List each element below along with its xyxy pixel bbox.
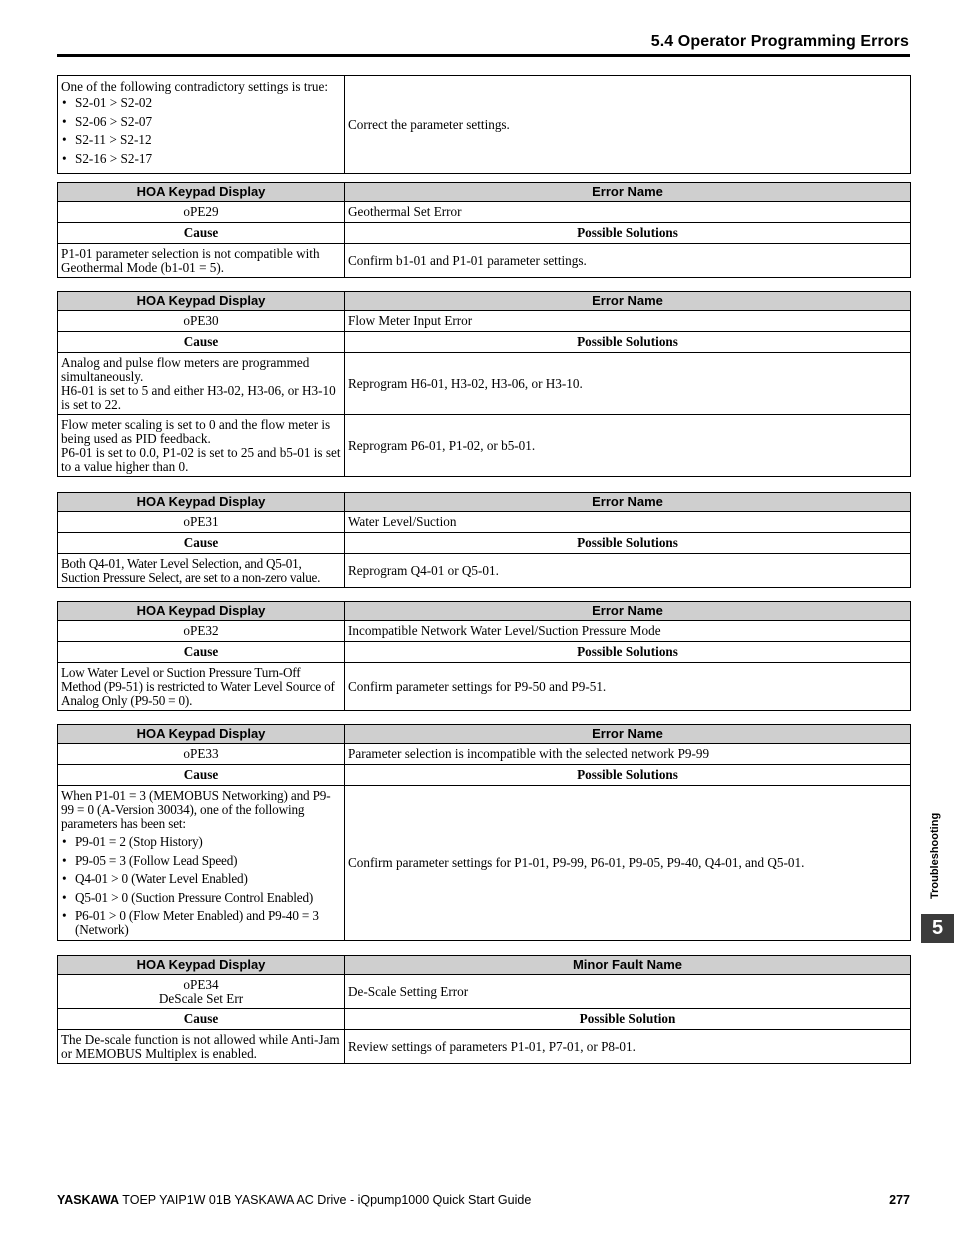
error-table-ope31 (57, 492, 911, 588)
solution-cell: Reprogram P6-01, P1-02, or b5-01. (345, 415, 911, 477)
error-code-cell (58, 975, 345, 1009)
cause-text: Analog and pulse flow meters are programmed simultaneously. (61, 354, 310, 384)
cause-intro: One of the following contradictory settings is true: (61, 79, 328, 94)
solution-cell: Reprogram H6-01, H3-02, H3-06, or H3-10. (345, 353, 911, 415)
table-row (58, 244, 911, 278)
error-name: Geothermal Set Error (345, 202, 911, 223)
table-header-row (58, 725, 911, 744)
list-item: • P6-01 > 0 (Flow Meter Enabled) and P9-40 = 3 (Network) (61, 909, 341, 937)
error-name: Flow Meter Input Error (345, 311, 911, 332)
table-subheader-row (58, 1009, 911, 1030)
table-row (58, 786, 911, 941)
cause-cell: P1-01 parameter selection is not compatible with Geothermal Mode (b1-01 = 5). (58, 244, 345, 278)
cause-cell: Both Q4-01, Water Level Selection, and Q5-01, Suction Pressure Select, are set to a non-zero value. (58, 554, 345, 588)
footer-brand: YASKAWA (57, 1193, 120, 1207)
header-solution: Possible Solutions (345, 332, 911, 353)
error-code: oPE34 (183, 976, 219, 992)
error-code: oPE31 (58, 512, 345, 533)
table-subheader-row (58, 765, 911, 786)
header-cause: Cause (58, 223, 345, 244)
error-table-continued (57, 75, 911, 174)
cause-list (61, 835, 341, 937)
header-solution: Possible Solution (345, 1009, 911, 1030)
header-display: HOA Keypad Display (58, 956, 345, 975)
list-item: • Q4-01 > 0 (Water Level Enabled) (61, 872, 341, 886)
header-cause: Cause (58, 332, 345, 353)
table-row (58, 76, 911, 174)
error-table-ope29 (57, 182, 911, 278)
header-name: Error Name (345, 725, 911, 744)
list-item: • Q5-01 > 0 (Suction Pressure Control Enabled) (61, 891, 341, 905)
header-name: Error Name (345, 183, 911, 202)
error-code: oPE33 (58, 744, 345, 765)
error-table-ope33 (57, 724, 911, 941)
cause-cell: Low Water Level or Suction Pressure Turn-Off Method (P9-51) is restricted to Water Level Source of Analog Only (P9-50 = 0). (58, 663, 345, 711)
header-solution: Possible Solutions (345, 223, 911, 244)
header-display: HOA Keypad Display (58, 292, 345, 311)
cause-cell (58, 353, 345, 415)
error-table-ope32 (57, 601, 911, 711)
header-display: HOA Keypad Display (58, 725, 345, 744)
error-name: Parameter selection is incompatible with the selected network P9-99 (345, 744, 911, 765)
solution-cell: Review settings of parameters P1-01, P7-01, or P8-01. (345, 1030, 911, 1064)
cause-text: Flow meter scaling is set to 0 and the flow meter is being used as PID feedback. (61, 416, 331, 446)
page-footer (57, 1193, 910, 1207)
table-row (58, 353, 911, 415)
header-name: Minor Fault Name (345, 956, 911, 975)
page-number: 277 (889, 1193, 910, 1207)
table-header-row (58, 183, 911, 202)
chapter-side-label: Troubleshooting (929, 812, 941, 899)
error-name: Water Level/Suction (345, 512, 911, 533)
table-subheader-row (58, 642, 911, 663)
list-item: • S2-16 > S2-17 (61, 152, 341, 166)
header-cause: Cause (58, 765, 345, 786)
header-name: Error Name (345, 493, 911, 512)
table-row (58, 415, 911, 477)
solution-cell: Correct the parameter settings. (345, 76, 911, 174)
error-table-ope34 (57, 955, 911, 1064)
header-display: HOA Keypad Display (58, 183, 345, 202)
table-header-row (58, 292, 911, 311)
header-cause: Cause (58, 1009, 345, 1030)
table-subheader-row (58, 533, 911, 554)
table-header-row (58, 956, 911, 975)
table-header-row (58, 602, 911, 621)
list-item: • S2-11 > S2-12 (61, 133, 341, 147)
chapter-tab: 5 (921, 914, 954, 943)
table-row (58, 1030, 911, 1064)
error-code: oPE29 (58, 202, 345, 223)
cause-intro: When P1-01 = 3 (MEMOBUS Networking) and P9-99 = 0 (A-Version 30034), one of the following parameters has been set: (61, 788, 331, 831)
table-row (58, 621, 911, 642)
header-solution: Possible Solutions (345, 642, 911, 663)
list-item: • P9-01 = 2 (Stop History) (61, 835, 341, 849)
table-row (58, 512, 911, 533)
cause-cell (58, 76, 345, 174)
list-item: • S2-01 > S2-02 (61, 96, 341, 110)
footer-text: TOEP YAIP1W 01B YASKAWA AC Drive - iQpump1000 Quick Start Guide (119, 1193, 532, 1207)
table-header-row (58, 493, 911, 512)
table-row (58, 202, 911, 223)
cause-list (61, 96, 341, 166)
header-cause: Cause (58, 533, 345, 554)
error-table-ope30 (57, 291, 911, 477)
cause-cell (58, 786, 345, 941)
table-row (58, 554, 911, 588)
header-solution: Possible Solutions (345, 533, 911, 554)
error-code: oPE32 (58, 621, 345, 642)
solution-cell: Confirm parameter settings for P1-01, P9-99, P6-01, P9-05, P9-40, Q4-01, and Q5-01. (345, 786, 911, 941)
cause-cell: The De-scale function is not allowed while Anti-Jam or MEMOBUS Multiplex is enabled. (58, 1030, 345, 1064)
header-rule (57, 54, 910, 57)
header-cause: Cause (58, 642, 345, 663)
header-name: Error Name (345, 602, 911, 621)
list-item: • S2-06 > S2-07 (61, 115, 341, 129)
table-row (58, 663, 911, 711)
header-display: HOA Keypad Display (58, 602, 345, 621)
list-item: • P9-05 = 3 (Follow Lead Speed) (61, 854, 341, 868)
header-solution: Possible Solutions (345, 765, 911, 786)
table-row (58, 744, 911, 765)
error-code: oPE30 (58, 311, 345, 332)
solution-cell: Reprogram Q4-01 or Q5-01. (345, 554, 911, 588)
table-subheader-row (58, 332, 911, 353)
solution-cell: Confirm parameter settings for P9-50 and P9-51. (345, 663, 911, 711)
cause-text: P6-01 is set to 0.0, P1-02 is set to 25 and b5-01 is set to a value higher than 0. (61, 444, 341, 474)
table-row (58, 311, 911, 332)
error-code-display: DeScale Set Err (158, 990, 244, 1006)
error-name: Incompatible Network Water Level/Suction Pressure Mode (345, 621, 911, 642)
header-display: HOA Keypad Display (58, 493, 345, 512)
cause-text: H6-01 is set to 5 and either H3-02, H3-06, or H3-10 is set to 22. (61, 382, 336, 412)
table-subheader-row (58, 223, 911, 244)
error-name: De-Scale Setting Error (345, 975, 911, 1009)
solution-cell: Confirm b1-01 and P1-01 parameter settings. (345, 244, 911, 278)
table-row (58, 975, 911, 1009)
header-name: Error Name (345, 292, 911, 311)
cause-cell (58, 415, 345, 477)
page-title: 5.4 Operator Programming Errors (650, 33, 909, 50)
